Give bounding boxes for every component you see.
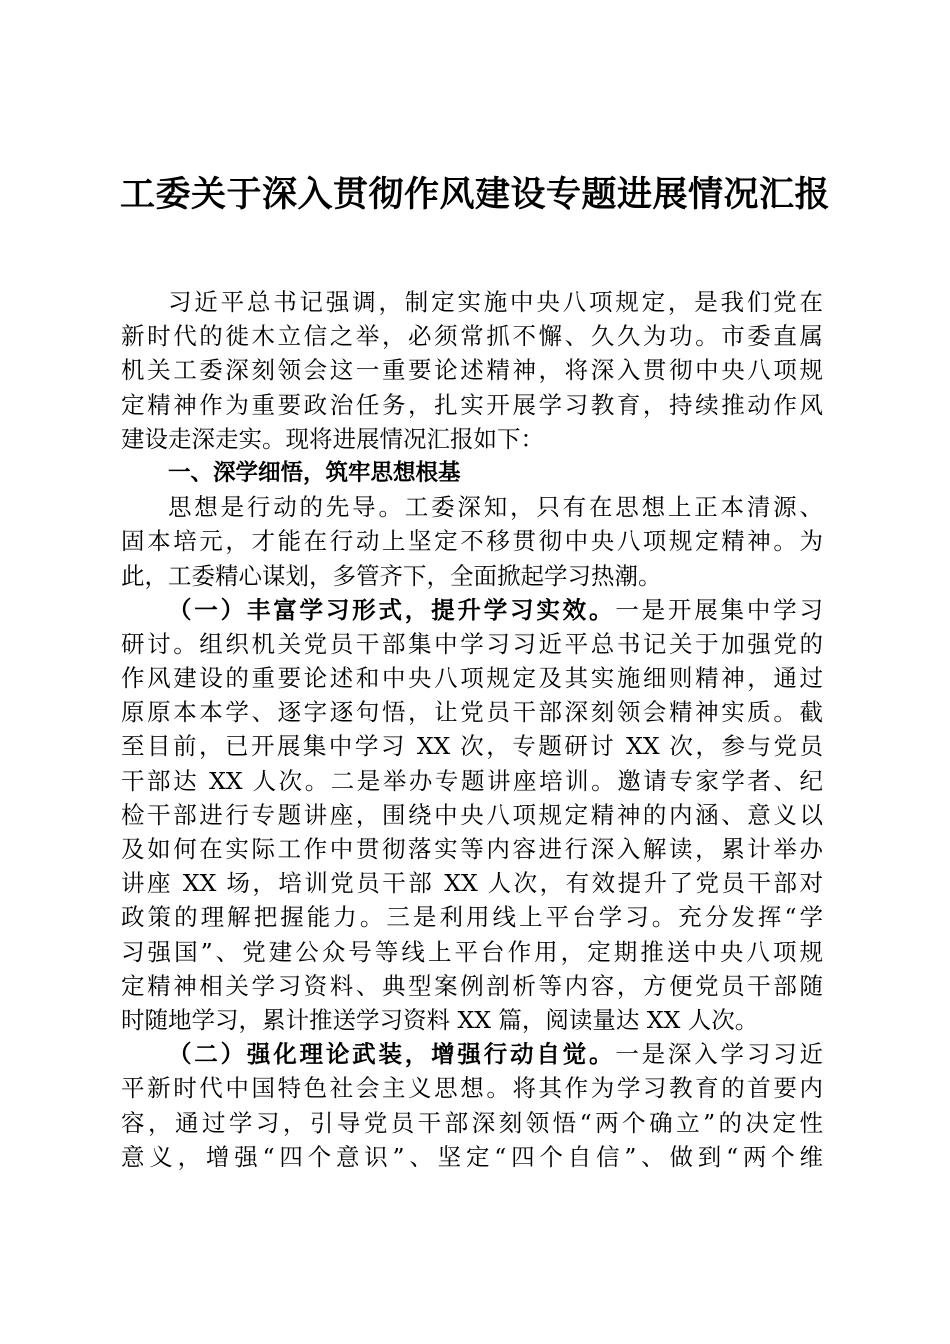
subsection1-line: 检干部进行专题讲座，围绕中央八项规定精神的内涵、意义以 — [121, 800, 823, 829]
section-heading: 一、深学细悟，筑牢思想根基 — [168, 459, 461, 486]
subsection1-line: 至目前，已开展集中学习 XX 次，专题研讨 XX 次，参与党员 — [121, 732, 823, 761]
subsection2-first-line-rest: 一是深入学习习近 — [615, 1040, 823, 1069]
section1-line: 思想是行动的先导。工委深知，只有在思想上正本清源、 — [168, 493, 823, 522]
subsection1-line: 干部达 XX 人次。二是举办专题讲座培训。邀请专家学者、纪 — [121, 766, 823, 795]
subsection2-line: 容，通过学习，引导党员干部深刻领悟“两个确立”的决定性 — [121, 1108, 823, 1137]
subsection1-line: 定精神相关学习资料、典型案例剖析等内容，方便党员干部随 — [121, 971, 823, 1000]
subsection1-first-line-rest: 一是开展集中学习 — [615, 595, 823, 624]
subsection1-line: 政策的理解把握能力。三是利用线上平台学习。充分发挥“学 — [121, 903, 823, 932]
subsection1-line: 讲座 XX 场，培训党员干部 XX 人次，有效提升了党员干部对 — [121, 869, 823, 898]
subsection1-line: 研讨。组织机关党员干部集中学习习近平总书记关于加强党的 — [121, 629, 823, 658]
intro-line: 习近平总书记强调，制定实施中央八项规定，是我们党在 — [168, 288, 823, 316]
intro-line: 定精神作为重要政治任务，扎实开展学习教育，持续推动作风 — [121, 390, 823, 419]
subsection1-line: 时随地学习，累计推送学习资料 XX 篇，阅读量达 XX 人次。 — [121, 1005, 759, 1034]
subsection1-lead: （一）丰富学习形式，提升学习实效。 — [168, 595, 616, 624]
document-body — [121, 285, 823, 1174]
intro-line: 建设走深走实。现将进展情况汇报如下： — [121, 424, 544, 453]
section1-line: 此，工委精心谋划，多管齐下，全面掀起学习热潮。 — [121, 561, 662, 590]
subsection1-line: 及如何在实际工作中贯彻落实等内容进行深入解读，累计举办 — [121, 835, 823, 863]
subsection1-line: 作风建设的重要论述和中央八项规定及其实施细则精神，通过 — [121, 664, 823, 693]
intro-line: 新时代的徙木立信之举，必须常抓不懈、久久为功。市委直属 — [121, 322, 823, 351]
subsection2-lead: （二）强化理论武装，增强行动自觉。 — [168, 1040, 616, 1069]
subsection1-first-line — [121, 593, 823, 627]
subsection2-line: 平新时代中国特色社会主义思想。将其作为学习教育的首要内 — [121, 1074, 823, 1103]
section1-line: 固本培元，才能在行动上坚定不移贯彻中央八项规定精神。为 — [121, 527, 823, 556]
document-title: 工委关于深入贯彻作风建设专题进展情况汇报 — [119, 174, 830, 215]
subsection2-line: 意义，增强“四个意识”、坚定“四个自信”、做到“两个维 — [121, 1142, 823, 1171]
subsection2-first-line — [121, 1037, 823, 1071]
subsection1-line: 习强国”、党建公众号等线上平台作用，定期推送中央八项规 — [121, 937, 823, 966]
intro-line: 机关工委深刻领会这一重要论述精神，将深入贯彻中央八项规 — [121, 356, 823, 385]
subsection1-line: 原原本本学、逐字逐句悟，让党员干部深刻领会精神实质。截 — [121, 698, 823, 727]
